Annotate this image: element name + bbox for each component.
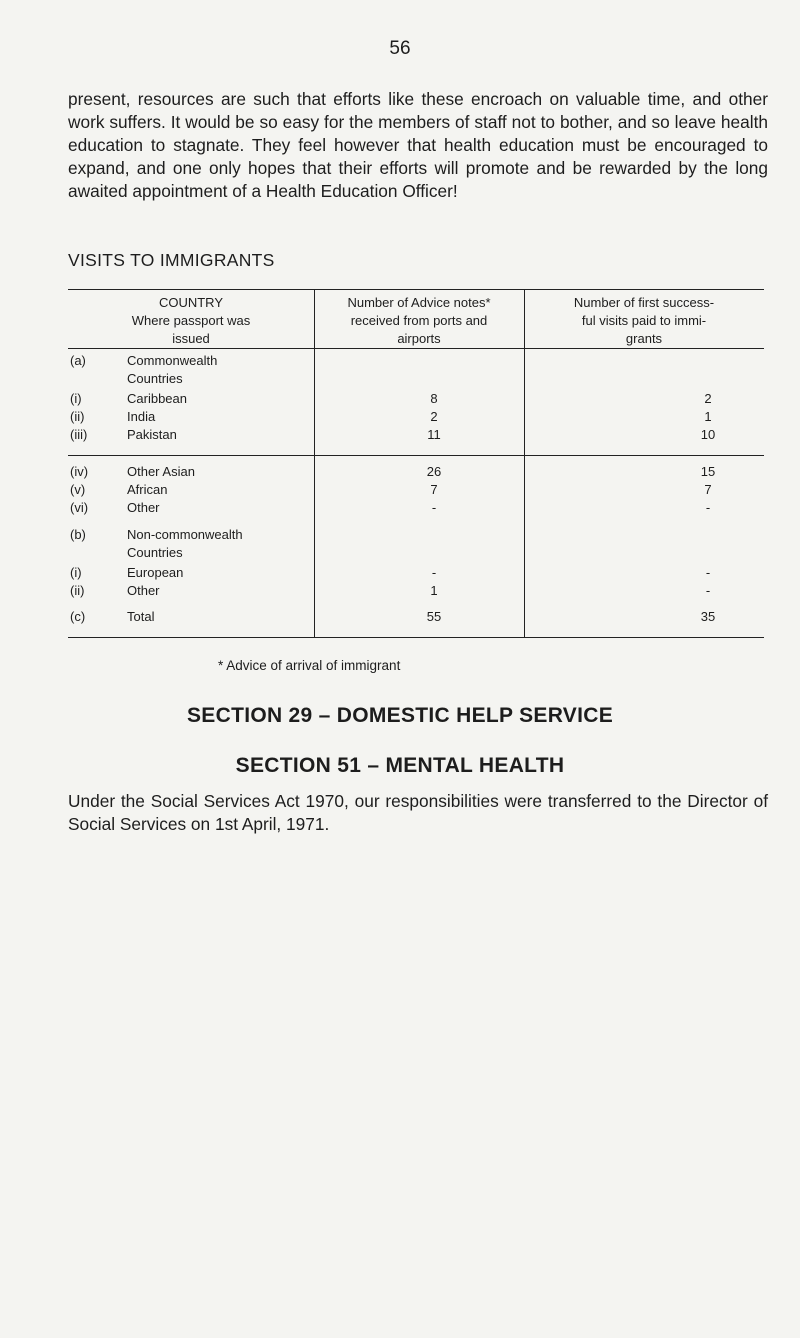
row-label: Other: [127, 583, 160, 598]
header-line: Number of Advice notes*: [347, 295, 491, 310]
table-row: [68, 463, 764, 481]
row-label-continued: Countries: [127, 371, 183, 386]
row-label: Non-commonwealth: [127, 527, 243, 542]
row-label-continued: Countries: [127, 545, 183, 560]
row-number: (i): [70, 565, 82, 580]
row-label: Total: [127, 609, 155, 624]
page-number: 56: [389, 38, 411, 59]
section-29-title: SECTION 29 – DOMESTIC HELP SERVICE: [186, 704, 614, 727]
table-footnote: * Advice of arrival of immigrant: [218, 658, 401, 673]
column-header-advice-notes: [314, 294, 524, 348]
advice-notes-value: 26: [426, 464, 442, 479]
advice-notes-total: 55: [426, 609, 442, 624]
header-line: ful visits paid to immi-: [581, 313, 707, 328]
header-line: received from ports and: [350, 313, 488, 328]
successful-visits-value: 10: [700, 427, 716, 442]
table-row: [68, 408, 764, 426]
header-line: issued: [172, 331, 210, 346]
header-divider: [68, 348, 764, 349]
row-number: (b): [70, 527, 86, 542]
advice-notes-value: 1: [430, 583, 438, 598]
table-row: [68, 390, 764, 408]
row-number: (v): [70, 482, 86, 497]
table-row: [68, 526, 764, 560]
row-number: (i): [70, 391, 82, 406]
advice-notes-value: 7: [430, 482, 438, 497]
table-heading: VISITS TO IMMIGRANTS: [68, 250, 275, 270]
table-row: [68, 499, 764, 517]
row-label: Other: [127, 500, 160, 515]
row-label: Other Asian: [127, 464, 195, 479]
header-line: Number of first success-: [573, 295, 715, 310]
successful-visits-value: 7: [704, 482, 712, 497]
successful-visits-value: 2: [704, 391, 712, 406]
immigrant-visits-table: [68, 289, 764, 638]
table-row: [68, 582, 764, 600]
row-label: European: [127, 565, 184, 580]
row-number: (ii): [70, 583, 85, 598]
advice-notes-value: -: [431, 565, 437, 580]
successful-visits-value: -: [705, 583, 711, 598]
row-number: (vi): [70, 500, 89, 515]
row-number: (iv): [70, 464, 89, 479]
advice-notes-value: 11: [427, 427, 441, 442]
successful-visits-value: -: [705, 500, 711, 515]
table-row: [68, 481, 764, 499]
successful-visits-total: 35: [700, 609, 716, 624]
row-number: (c): [70, 609, 86, 624]
row-group-divider: [68, 455, 764, 456]
advice-notes-value: 2: [430, 409, 438, 424]
header-line: Where passport was: [131, 313, 251, 328]
row-label: India: [127, 409, 156, 424]
table-row: [68, 352, 764, 386]
row-label: Caribbean: [127, 391, 187, 406]
successful-visits-value: -: [705, 565, 711, 580]
column-header-country: [68, 294, 314, 348]
successful-visits-value: 15: [700, 464, 716, 479]
intro-paragraph: present, resources are such that efforts like these encroach on valuable time, and other work suffers. It would be so easy for the members of staff not to bother, and so leave health education to stagnate. They feel however that health education must be encouraged to expand, and one only hopes that their efforts will promote and be rewarded by the long awaited appointment of a Health Education Officer!: [68, 89, 768, 201]
table-row-total: [68, 608, 764, 626]
row-number: (iii): [70, 427, 88, 442]
section-51-title: SECTION 51 – MENTAL HEALTH: [235, 754, 565, 777]
advice-notes-value: -: [431, 500, 437, 515]
row-label: African: [127, 482, 168, 497]
header-line: grants: [625, 331, 663, 346]
successful-visits-value: 1: [704, 409, 712, 424]
closing-paragraph: Under the Social Services Act 1970, our responsibilities were transferred to the Director of Social Services on 1st April, 1971.: [68, 791, 768, 834]
advice-notes-value: 8: [430, 391, 438, 406]
table-row: [68, 564, 764, 582]
row-number: (ii): [70, 409, 85, 424]
header-line: airports: [397, 331, 441, 346]
row-number: (a): [70, 353, 86, 368]
column-header-successful-visits: [524, 294, 764, 348]
row-label: Pakistan: [127, 427, 177, 442]
header-line: COUNTRY: [158, 295, 224, 310]
row-label: Commonwealth: [127, 353, 218, 368]
table-row: [68, 426, 764, 444]
